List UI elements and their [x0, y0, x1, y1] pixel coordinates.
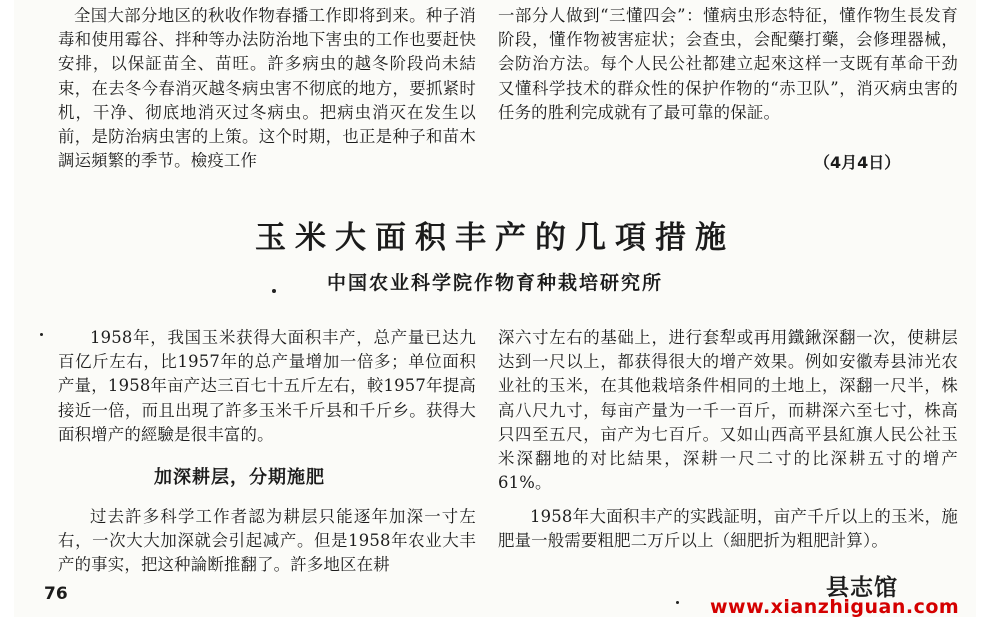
section-paragraph: 过去許多科学工作者認为耕层只能逐年加深一寸左右，一次大大加深就会引起减产。但是1958年农业大丰产的事实，把这种論断推翻了。許多地区在耕: [58, 507, 476, 575]
top-right-paragraph: 一部分人做到“三懂四会”：懂病虫形态特征，懂作物生長发育阶段，懂作物被害症状；会查虫，会配藥打藥，会修理器械，会防治方法。每个人民公社都建立起來这样一支既有革命干劲又懂科学技术的群众性的保护作物的“赤卫队”，消灭病虫害的任务的胜利完成就有了最可靠的保証。: [498, 6, 958, 122]
watermark-url: www.xianzhiguan.com: [710, 596, 960, 618]
ink-speck: [40, 333, 43, 336]
article-title: 玉米大面积丰产的几項措施: [255, 220, 735, 256]
section-heading: 加深耕层，分期施肥: [154, 467, 325, 488]
watermark-name: 县志馆: [826, 575, 898, 601]
top-left-paragraph: 全国大部分地区的秋收作物春播工作即将到来。种子消毒和使用霉谷、拌种等办法防治地下害虫的工作也要赶快安排，以保証苗全、苗旺。許多病虫的越冬阶段尚未結束，在去冬今春消灭越冬病虫害不彻底的地方，要抓紧时机，干净、彻底地消灭过冬病虫。把病虫消灭在发生以前，是防治病虫害的上策。这个时期，也正是种子和苗木調运頻繁的季节。檢疫工作: [58, 6, 476, 171]
ink-speck: [676, 601, 679, 604]
right-column-paragraph: 深六寸左右的基础上，进行套犁或再用鐵鍬深翻一次，使耕层达到一尺以上，都获得很大的增产效果。例如安徽寿县沛光农业社的玉米，在其他栽培条件相同的土地上，深翻一尺半，株高八尺九寸，每亩产量为一千一百斤，而耕深六至七寸，株高只四至五尺，亩产为七百斤。又如山西高平县紅旗人民公社玉米深翻地的对比結果，深耕一尺二寸的比深耕五寸的增产61%。: [498, 328, 958, 493]
scanned-page: [14, 0, 976, 617]
right-column-conclusion: 1958年大面积丰产的实践証明，亩产千斤以上的玉米，施肥量一般需要粗肥二万斤以上（細肥折为粗肥計算）。: [498, 507, 958, 551]
ink-speck: [272, 289, 276, 293]
article-author: 中国农业科学院作物育种栽培研究所: [326, 272, 663, 294]
article-date: （4月4日）: [814, 153, 901, 172]
intro-paragraph: 1958年，我国玉米获得大面积丰产，总产量已达九百亿斤左右，比1957年的总产量增加一倍多；单位面积产量，1958年亩产达三百七十五斤左右，較1957年提高接近一倍，而且出現了許多玉米千斤县和千斤乡。获得大面积增产的經驗是很丰富的。: [58, 328, 476, 444]
page-number: 76: [44, 584, 68, 604]
